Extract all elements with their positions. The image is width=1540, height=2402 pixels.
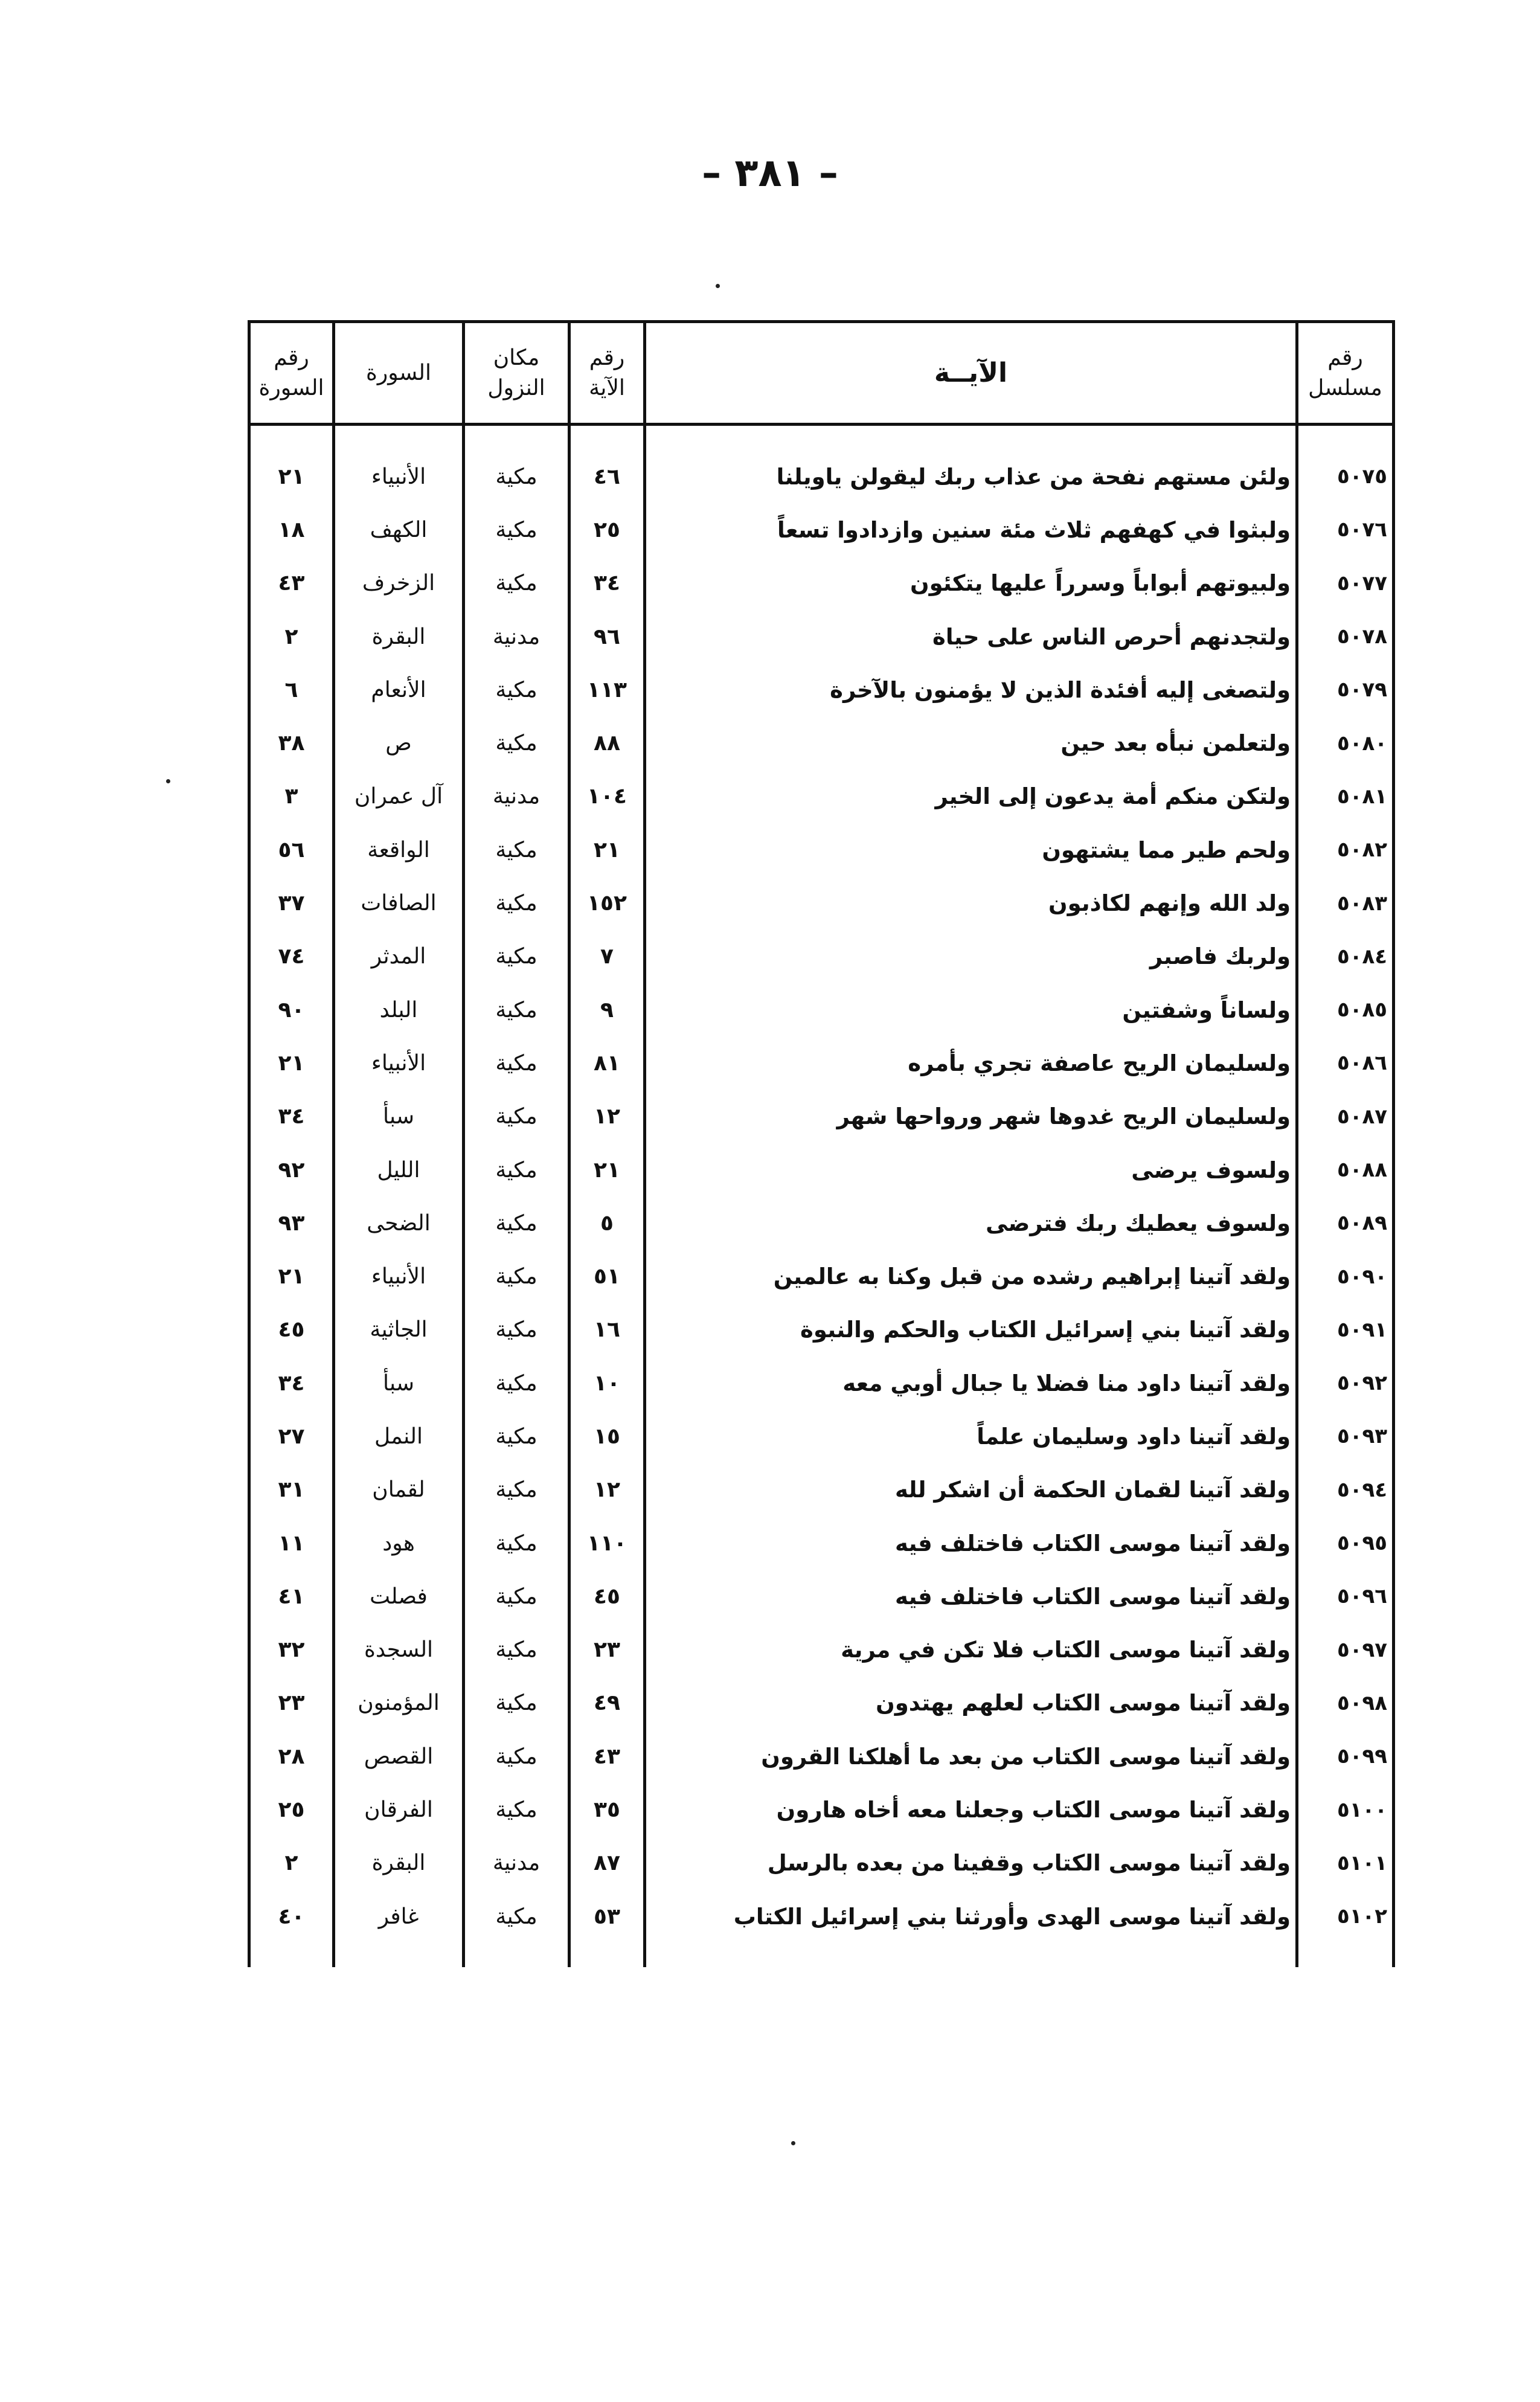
surah-name-cell: المؤمنون [334,1677,464,1730]
serial-number-cell: ٥٠٨٦ [1297,1036,1394,1090]
surah-number-cell: ٣٤ [249,1357,334,1410]
surah-name-cell: سبأ [334,1357,464,1410]
ayah-number-cell: ١٥٢ [569,876,645,930]
surah-name-cell: القصص [334,1730,464,1783]
serial-number-cell: ٥٠٨٨ [1297,1143,1394,1196]
header-ayah-number: رقم الآية [569,322,645,425]
header-serial-number: رقم مسلسل [1297,322,1394,425]
ayah-text-cell: ولقد آتينا موسى الكتاب وقفينا من بعده بالرسل [645,1837,1297,1890]
ayah-text-cell: ولقد آتينا داود وسليمان علماً [645,1410,1297,1463]
table-row [249,1837,1394,1890]
ayah-number-cell: ٤٦ [569,425,645,504]
serial-number-cell: ٥٠٩٤ [1297,1463,1394,1517]
ayah-number-cell: ٢٥ [569,503,645,556]
ayah-text-cell: ولساناً وشفتين [645,983,1297,1036]
table-row [249,1677,1394,1730]
surah-number-cell: ٣٤ [249,1090,334,1143]
serial-number-cell: ٥٠٨٤ [1297,930,1394,983]
table-row [249,1570,1394,1623]
serial-number-cell: ٥١٠٠ [1297,1783,1394,1836]
ayah-text-cell: ولقد آتينا موسى الكتاب فلا تكن في مرية [645,1623,1297,1677]
revelation-place-cell: مكية [464,1890,569,1967]
surah-number-cell: ٢٨ [249,1730,334,1783]
table-row [249,1517,1394,1570]
revelation-place-cell: مكية [464,1623,569,1677]
table-row [249,823,1394,876]
revelation-place-cell: مكية [464,1463,569,1517]
ayah-number-cell: ٢١ [569,823,645,876]
surah-number-cell: ١٨ [249,503,334,556]
surah-name-cell: الليل [334,1143,464,1196]
ayah-text-cell: ولد الله وإنهم لكاذبون [645,876,1297,930]
surah-number-cell: ٩٠ [249,983,334,1036]
serial-number-cell: ٥٠٨٥ [1297,983,1394,1036]
header-surah: السورة [334,322,464,425]
ayah-number-cell: ٣٥ [569,1783,645,1836]
ayah-number-cell: ٨٧ [569,1837,645,1890]
surah-number-cell: ٣ [249,770,334,823]
ayah-text-cell: ولقد آتينا موسى الكتاب وجعلنا معه أخاه هارون [645,1783,1297,1836]
serial-number-cell: ٥٠٩٣ [1297,1410,1394,1463]
ayah-text-cell: ولئن مستهم نفحة من عذاب ربك ليقولن ياويلنا [645,425,1297,504]
ayah-text-cell: ولتصغى إليه أفئدة الذين لا يؤمنون بالآخرة [645,663,1297,716]
ayah-text-cell: ولقد آتينا موسى الكتاب من بعد ما أهلكنا القرون [645,1730,1297,1783]
ayah-text-cell: ولقد آتينا داود منا فضلا يا جبال أوبي معه [645,1357,1297,1410]
serial-number-cell: ٥٠٧٦ [1297,503,1394,556]
surah-name-cell: الواقعة [334,823,464,876]
ayah-number-cell: ١٥ [569,1410,645,1463]
ayah-number-cell: ٥ [569,1196,645,1250]
ayah-text-cell: ولسليمان الريح غدوها شهر ورواحها شهر [645,1090,1297,1143]
table-header [249,322,1394,425]
surah-number-cell: ٢١ [249,1250,334,1303]
scan-speck [166,779,170,783]
surah-number-cell: ٩٣ [249,1196,334,1250]
surah-number-cell: ٧٤ [249,930,334,983]
table-row [249,1410,1394,1463]
ayah-number-cell: ٧ [569,930,645,983]
revelation-place-cell: مكية [464,1730,569,1783]
ayah-number-cell: ٩ [569,983,645,1036]
ayah-number-cell: ١٢ [569,1463,645,1517]
ayah-text-cell: ولتكن منكم أمة يدعون إلى الخير [645,770,1297,823]
revelation-place-cell: مكية [464,1410,569,1463]
ayah-number-cell: ٣٤ [569,557,645,610]
surah-name-cell: البلد [334,983,464,1036]
ayah-text-cell: ولسوف يعطيك ربك فترضى [645,1196,1297,1250]
header-row [249,322,1394,425]
table-row [249,876,1394,930]
serial-number-cell: ٥٠٧٨ [1297,610,1394,663]
ayah-text-cell: ولتعلمن نبأه بعد حين [645,716,1297,769]
surah-name-cell: الضحى [334,1196,464,1250]
surah-name-cell: البقرة [334,1837,464,1890]
verse-index-table [248,320,1395,1967]
surah-number-cell: ٥٦ [249,823,334,876]
surah-number-cell: ٢٧ [249,1410,334,1463]
ayah-number-cell: ١٠ [569,1357,645,1410]
header-ayah: الآيــة [645,322,1297,425]
surah-number-cell: ١١ [249,1517,334,1570]
ayah-text-cell: ولسليمان الريح عاصفة تجري بأمره [645,1036,1297,1090]
surah-number-cell: ٤١ [249,1570,334,1623]
ayah-text-cell: ولقد آتينا موسى الكتاب فاختلف فيه [645,1517,1297,1570]
serial-number-cell: ٥٠٨٩ [1297,1196,1394,1250]
table-row [249,1463,1394,1517]
surah-name-cell: سبأ [334,1090,464,1143]
ayah-text-cell: ولقد آتينا موسى الكتاب لعلهم يهتدون [645,1677,1297,1730]
revelation-place-cell: مكية [464,425,569,504]
header-surah-number: رقم السورة [249,322,334,425]
surah-name-cell: الجاثية [334,1303,464,1357]
ayah-text-cell: ولقد آتينا موسى الهدى وأورثنا بني إسرائيل الكتاب [645,1890,1297,1967]
surah-name-cell: المدثر [334,930,464,983]
surah-name-cell: الأنعام [334,663,464,716]
serial-number-cell: ٥٠٧٥ [1297,425,1394,504]
table-row [249,716,1394,769]
ayah-text-cell: ولسوف يرضى [645,1143,1297,1196]
table-row [249,663,1394,716]
ayah-number-cell: ٤٩ [569,1677,645,1730]
ayah-text-cell: ولقد آتينا بني إسرائيل الكتاب والحكم والنبوة [645,1303,1297,1357]
header-revelation-place: مكان النزول [464,322,569,425]
table-row [249,1090,1394,1143]
ayah-number-cell: ٤٥ [569,1570,645,1623]
surah-number-cell: ٢٣ [249,1677,334,1730]
revelation-place-cell: مكية [464,1303,569,1357]
revelation-place-cell: مكية [464,1250,569,1303]
table-row [249,1783,1394,1836]
ayah-text-cell: ولقد آتينا لقمان الحكمة أن اشكر لله [645,1463,1297,1517]
revelation-place-cell: مكية [464,1357,569,1410]
serial-number-cell: ٥٠٧٧ [1297,557,1394,610]
surah-name-cell: هود [334,1517,464,1570]
table-row [249,1623,1394,1677]
table-row [249,930,1394,983]
surah-name-cell: الزخرف [334,557,464,610]
revelation-place-cell: مكية [464,663,569,716]
table-row [249,425,1394,504]
table-row [249,1036,1394,1090]
table-row [249,1303,1394,1357]
revelation-place-cell: مكية [464,1570,569,1623]
surah-number-cell: ٢١ [249,1036,334,1090]
surah-number-cell: ٣٢ [249,1623,334,1677]
table-row [249,1143,1394,1196]
surah-number-cell: ٣٨ [249,716,334,769]
serial-number-cell: ٥٠٩١ [1297,1303,1394,1357]
revelation-place-cell: مكية [464,983,569,1036]
revelation-place-cell: مدنية [464,610,569,663]
surah-name-cell: الأنبياء [334,1036,464,1090]
serial-number-cell: ٥٠٩٧ [1297,1623,1394,1677]
surah-name-cell: الفرقان [334,1783,464,1836]
surah-number-cell: ٢١ [249,425,334,504]
serial-number-cell: ٥٠٩٥ [1297,1517,1394,1570]
surah-name-cell: فصلت [334,1570,464,1623]
ayah-number-cell: ١٦ [569,1303,645,1357]
revelation-place-cell: مكية [464,1677,569,1730]
table-row [249,1890,1394,1967]
serial-number-cell: ٥١٠٢ [1297,1890,1394,1967]
scan-speck [716,284,720,288]
serial-number-cell: ٥٠٨٢ [1297,823,1394,876]
surah-number-cell: ٢٥ [249,1783,334,1836]
surah-name-cell: البقرة [334,610,464,663]
surah-name-cell: غافر [334,1890,464,1967]
ayah-text-cell: ولقد آتينا إبراهيم رشده من قبل وكنا به عالمين [645,1250,1297,1303]
surah-number-cell: ٣٧ [249,876,334,930]
surah-name-cell: آل عمران [334,770,464,823]
surah-name-cell: السجدة [334,1623,464,1677]
table-row [249,1357,1394,1410]
ayah-number-cell: ١٠٤ [569,770,645,823]
revelation-place-cell: مكية [464,1090,569,1143]
surah-number-cell: ٦ [249,663,334,716]
table-row [249,983,1394,1036]
ayah-number-cell: ١٢ [569,1090,645,1143]
revelation-place-cell: مدنية [464,770,569,823]
revelation-place-cell: مكية [464,557,569,610]
serial-number-cell: ٥٠٩٦ [1297,1570,1394,1623]
serial-number-cell: ٥٠٨٣ [1297,876,1394,930]
ayah-text-cell: ولبثوا في كهفهم ثلاث مئة سنين وازدادوا تسعاً [645,503,1297,556]
surah-number-cell: ٩٢ [249,1143,334,1196]
revelation-place-cell: مكية [464,1783,569,1836]
scan-speck [791,2141,795,2145]
ayah-text-cell: ولربك فاصبر [645,930,1297,983]
table-row [249,557,1394,610]
serial-number-cell: ٥٠٨٧ [1297,1090,1394,1143]
ayah-number-cell: ١١٣ [569,663,645,716]
serial-number-cell: ٥٠٩٨ [1297,1677,1394,1730]
ayah-text-cell: ولتجدنهم أحرص الناس على حياة [645,610,1297,663]
serial-number-cell: ٥٠٨١ [1297,770,1394,823]
surah-name-cell: الصافات [334,876,464,930]
table-row [249,503,1394,556]
surah-name-cell: الأنبياء [334,425,464,504]
surah-name-cell: الأنبياء [334,1250,464,1303]
serial-number-cell: ٥١٠١ [1297,1837,1394,1890]
surah-name-cell: الكهف [334,503,464,556]
table-row [249,1730,1394,1783]
page-number: – ٣٨١ – [702,151,838,196]
surah-name-cell: لقمان [334,1463,464,1517]
table-row [249,1196,1394,1250]
ayah-number-cell: ١١٠ [569,1517,645,1570]
table-row [249,610,1394,663]
revelation-place-cell: مكية [464,823,569,876]
surah-name-cell: النمل [334,1410,464,1463]
serial-number-cell: ٥٠٧٩ [1297,663,1394,716]
table-row [249,1250,1394,1303]
serial-number-cell: ٥٠٨٠ [1297,716,1394,769]
ayah-number-cell: ٢١ [569,1143,645,1196]
surah-number-cell: ٣١ [249,1463,334,1517]
surah-name-cell: ص [334,716,464,769]
ayah-text-cell: ولحم طير مما يشتهون [645,823,1297,876]
ayah-number-cell: ٥٣ [569,1890,645,1967]
surah-number-cell: ٤٥ [249,1303,334,1357]
ayah-text-cell: ولبيوتهم أبواباً وسرراً عليها يتكئون [645,557,1297,610]
serial-number-cell: ٥٠٩٢ [1297,1357,1394,1410]
serial-number-cell: ٥٠٩٠ [1297,1250,1394,1303]
revelation-place-cell: مكية [464,716,569,769]
ayah-number-cell: ٩٦ [569,610,645,663]
surah-number-cell: ٤٣ [249,557,334,610]
revelation-place-cell: مدنية [464,1837,569,1890]
surah-number-cell: ٢ [249,1837,334,1890]
table-body [249,425,1394,1968]
ayah-number-cell: ٥١ [569,1250,645,1303]
serial-number-cell: ٥٠٩٩ [1297,1730,1394,1783]
ayah-number-cell: ٤٣ [569,1730,645,1783]
surah-number-cell: ٢ [249,610,334,663]
revelation-place-cell: مكية [464,1143,569,1196]
ayah-number-cell: ٢٣ [569,1623,645,1677]
revelation-place-cell: مكية [464,930,569,983]
revelation-place-cell: مكية [464,1517,569,1570]
revelation-place-cell: مكية [464,503,569,556]
ayah-number-cell: ٨١ [569,1036,645,1090]
surah-number-cell: ٤٠ [249,1890,334,1967]
revelation-place-cell: مكية [464,876,569,930]
ayah-number-cell: ٨٨ [569,716,645,769]
revelation-place-cell: مكية [464,1036,569,1090]
table-row [249,770,1394,823]
verse-index-table-wrapper [251,320,1395,1999]
revelation-place-cell: مكية [464,1196,569,1250]
ayah-text-cell: ولقد آتينا موسى الكتاب فاختلف فيه [645,1570,1297,1623]
